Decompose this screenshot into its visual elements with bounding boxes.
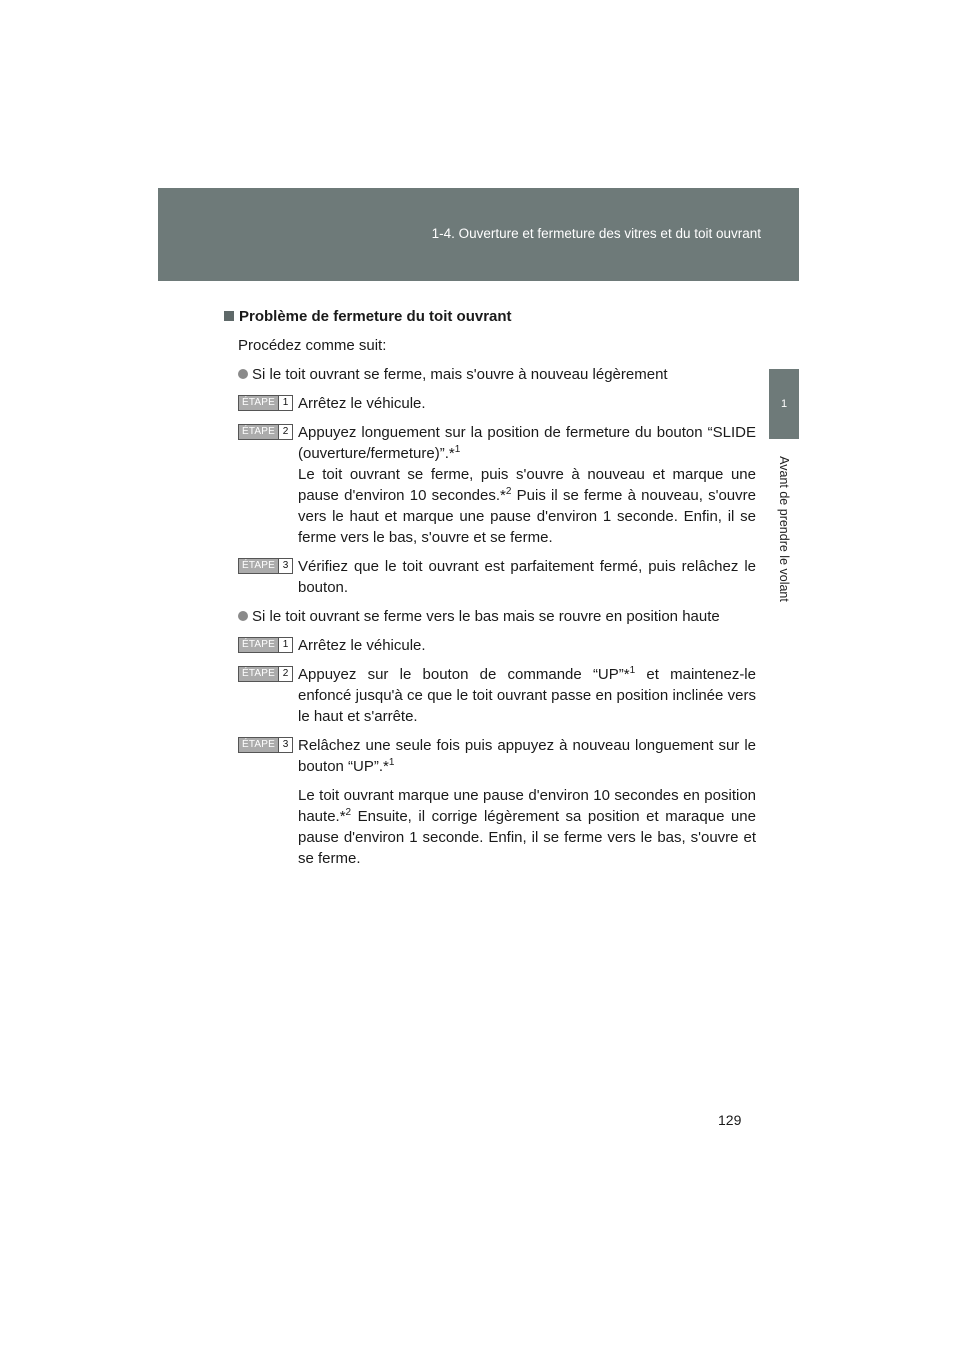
- section-title: 1-4. Ouverture et fermeture des vitres et du toit ouvrant: [431, 226, 761, 241]
- step-badge: ÉTAPE 1: [238, 637, 293, 653]
- page-number: 129: [718, 1112, 742, 1128]
- section-heading: Problème de fermeture du toit ouvrant: [224, 306, 756, 327]
- step-badge: ÉTAPE 3: [238, 558, 293, 574]
- step-item: ÉTAPE 1 Arrêtez le véhicule.: [224, 635, 756, 656]
- case-title: Si le toit ouvrant se ferme, mais s'ouvre à nouveau légèrement: [224, 364, 756, 385]
- step-badge: ÉTAPE 2: [238, 666, 293, 682]
- step-badge: ÉTAPE 1: [238, 395, 293, 411]
- step-badge: ÉTAPE 2: [238, 424, 293, 440]
- intro-text: Procédez comme suit:: [238, 337, 387, 354]
- step-item: ÉTAPE 3 Vérifiez que le toit ouvrant est parfaitement fermé, puis relâchez le bouton.: [224, 556, 756, 598]
- chapter-header-bar: [158, 188, 799, 281]
- circle-bullet-icon: [238, 611, 248, 621]
- step-badge: ÉTAPE 3: [238, 737, 293, 753]
- step-note: Le toit ouvrant marque une pause d'environ 10 secondes en position haute.*$^2$ Ensuite, il corrige légèrement sa position et maraque une pause d'environ 1 seconde. Enfin, il se ferme vers le bas, s'ouvre et se ferme.: [298, 787, 756, 867]
- chapter-tab-number: 1: [769, 369, 799, 439]
- circle-bullet-icon: [238, 369, 248, 379]
- case-title: Si le toit ouvrant se ferme vers le bas mais se rouvre en position haute: [224, 606, 756, 627]
- chapter-tab-rest: [769, 619, 799, 1358]
- step-item: ÉTAPE 3 Relâchez une seule fois puis appuyez à nouveau longuement sur le bouton “UP”.*$^1$: [224, 735, 756, 777]
- step-item: ÉTAPE 2 Appuyez longuement sur la position de fermeture du bouton “SLIDE (ouverture/fermeture)”.*$^1$ Le toit ouvrant se ferme, puis s'ouvre à nouveau et marque une pause d'environ 10 secondes.*$^2$ Puis il se ferme à nouveau, s'ouvre vers le haut et marque une pause d'environ 1 seconde. Enfin, il se ferme vers le bas, s'ouvre et se ferme.: [224, 422, 756, 548]
- square-bullet-icon: [224, 311, 234, 321]
- chapter-tab-label: Avant de prendre le volant: [777, 456, 791, 602]
- step-item: ÉTAPE 1 Arrêtez le véhicule.: [224, 393, 756, 414]
- page-content: [224, 306, 756, 877]
- step-item: ÉTAPE 2 Appuyez sur le bouton de commande “UP”*$^1$ et maintenez-le enfoncé jusqu'à ce que le toit ouvrant passe en position inclinée vers le haut et s'arrête.: [224, 664, 756, 727]
